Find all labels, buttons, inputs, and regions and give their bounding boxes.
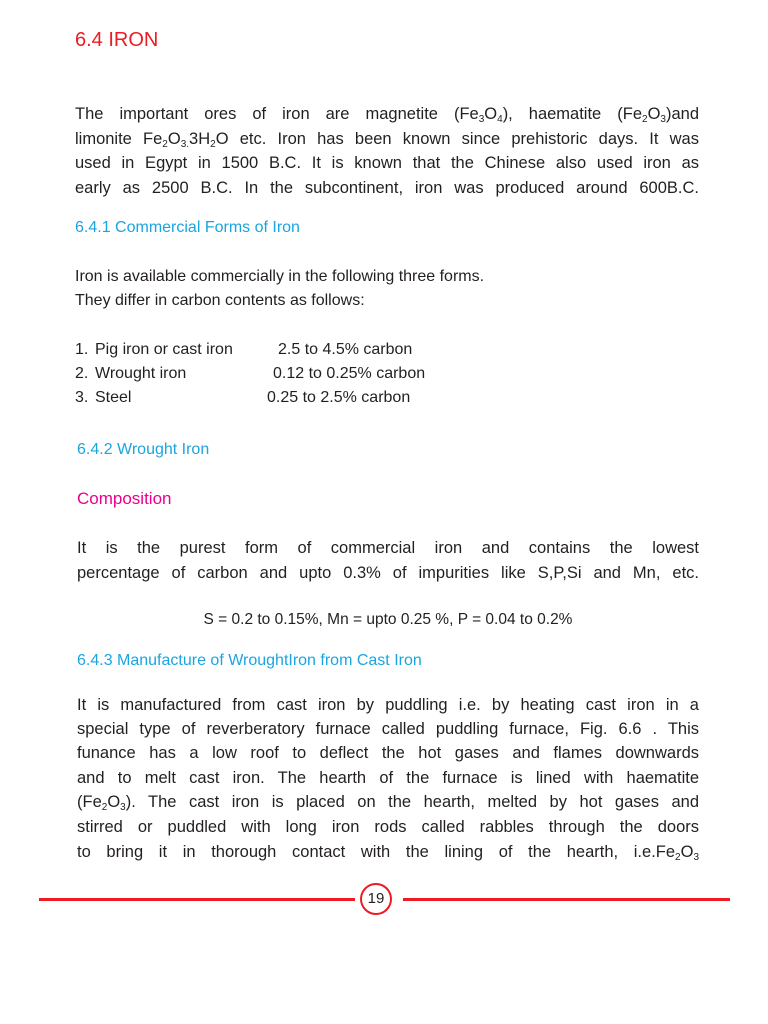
subsection-heading-commercial-forms: 6.4.1 Commercial Forms of Iron bbox=[75, 219, 300, 236]
intro-line-4: early as 2500 B.C. In the subcontinent, iron was produced around 600B.C. bbox=[75, 179, 699, 197]
list-item-carbon: 0.12 to 0.25% carbon bbox=[273, 365, 426, 382]
intro-line-1: The important ores of iron are magnetite $(Fe_3O_4)$, haematite $(Fe_2O_3)and$ bbox=[75, 105, 699, 125]
list-item-number: 3. bbox=[75, 389, 89, 406]
list-item-name: Steel bbox=[95, 389, 132, 406]
wrought-iron-line-1: It is the purest form of commercial iron and contains the lowest bbox=[77, 539, 699, 557]
list-item-carbon: 0.25 to 2.5% carbon bbox=[267, 389, 411, 406]
list-item-carbon: 2.5 to 4.5% carbon bbox=[278, 341, 413, 358]
commercial-forms-text-1: Iron is available commercially in the following three forms. bbox=[75, 268, 485, 285]
manufacture-line-1: It is manufactured from cast iron by puddling i.e. by heating cast iron in a bbox=[77, 696, 699, 714]
list-item-number: 1. bbox=[75, 341, 89, 358]
section-title: 6.4 IRON bbox=[75, 29, 159, 51]
impurity-formula: S = 0.2 to 0.15%, Mn = upto 0.25 %, P = 0.04 to 0.2% bbox=[203, 611, 573, 628]
list-item bbox=[75, 365, 435, 387]
composition-heading: Composition bbox=[77, 489, 172, 508]
page-number: 19 bbox=[360, 883, 392, 915]
intro-line-3: used in Egypt in 1500 B.C. It is known that the Chinese also used iron as bbox=[75, 154, 699, 172]
list-item-name: Wrought iron bbox=[95, 365, 187, 382]
manufacture-line-4: and to melt cast iron. The hearth of the furnace is lined with haematite bbox=[77, 769, 699, 787]
manufacture-line-2: special type of reverberatory furnace called puddling furnace, Fig. 6.6 . This bbox=[77, 720, 699, 738]
subsection-heading-wrought-iron: 6.4.2 Wrought Iron bbox=[77, 441, 210, 458]
manufacture-line-6: stirred or puddled with long iron rods called rabbles through the doors bbox=[77, 818, 699, 836]
list-item bbox=[75, 389, 435, 411]
manufacture-line-5: $(Fe_2O_3)$. The cast iron is placed on the hearth, melted by hot gases and bbox=[77, 793, 699, 813]
subsection-heading-manufacture: 6.4.3 Manufacture of WroughtIron from Cast Iron bbox=[77, 652, 422, 669]
list-item bbox=[75, 341, 435, 363]
manufacture-line-7: to bring it in thorough contact with the lining of the hearth, $i.e.Fe_2O_3$ bbox=[77, 843, 699, 863]
footer-rule-left bbox=[39, 898, 355, 901]
commercial-forms-text-2: They differ in carbon contents as follows: bbox=[75, 292, 365, 309]
intro-line-2: limonite $Fe_2O_{3.}3H_2O$ etc. Iron has been known since prehistoric days. It was bbox=[75, 130, 699, 150]
list-item-name: Pig iron or cast iron bbox=[95, 341, 233, 358]
manufacture-line-3: funance has a low roof to deflect the hot gases and flames downwards bbox=[77, 744, 699, 762]
footer-rule-right bbox=[403, 898, 730, 901]
wrought-iron-line-2: percentage of carbon and upto 0.3% of impurities like S,P,Si and Mn, etc. bbox=[77, 564, 699, 582]
list-item-number: 2. bbox=[75, 365, 89, 382]
